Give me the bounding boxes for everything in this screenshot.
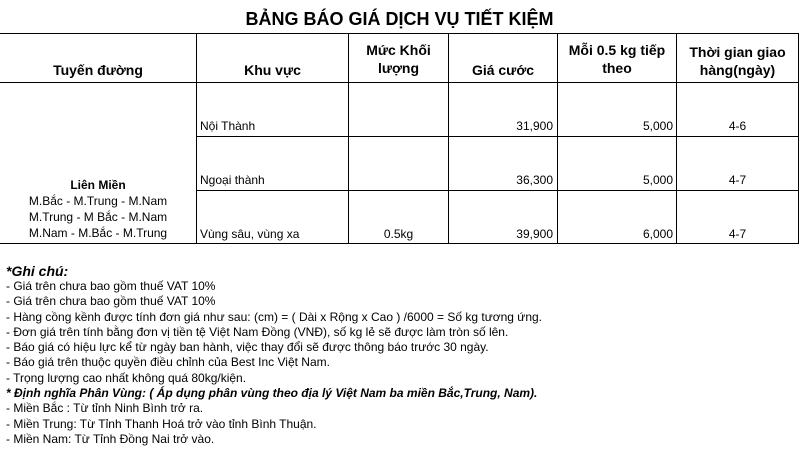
header-route: Tuyến đường [53, 62, 143, 78]
sheet-title: BẢNG BÁO GIÁ DỊCH VỤ TIẾT KIỆM [245, 9, 554, 29]
time-cell: 4-7 [728, 227, 747, 241]
area-cell: Nội Thành [200, 119, 256, 133]
area-cell: Ngoại thành [200, 173, 265, 187]
grid-gap [0, 136, 196, 137]
note-item: - Trọng lượng cao nhất không quá 80kg/kiện. [6, 370, 247, 385]
region-item: - Miền Nam: Từ Tỉnh Đồng Nai trở vào. [6, 431, 215, 446]
note-item: - Báo giá trên thuộc quyền điều chỉnh của Best Inc Việt Nam. [6, 355, 330, 370]
note-item: - Giá trên chưa bao gồm thuế VAT 10% [6, 294, 216, 309]
weight-value: 0.5kg [383, 227, 414, 241]
grid-line [0, 82, 799, 83]
header-extra: Mỗi 0.5 kg tiếp theo [568, 42, 666, 76]
extra-cell: 5,000 [642, 173, 673, 187]
region-heading: * Định nghĩa Phân Vùng: ( Áp dụng phân vùng theo địa lý Việt Nam ba miền Bắc,Trung, Nam). [6, 386, 538, 401]
route-name: Liên Miền [70, 178, 126, 192]
area-cell: Vùng sâu, vùng xa [200, 227, 300, 241]
price-cell: 39,900 [516, 227, 553, 241]
note-item: - Báo giá có hiệu lực kể từ ngày ban hành, việc thay đổi sẽ được thông báo trước 30 ngày. [6, 340, 489, 355]
notes-heading: *Ghi chú: [6, 263, 69, 279]
header-price: Giá cước [471, 62, 535, 78]
extra-cell: 6,000 [642, 227, 673, 241]
grid-line [0, 243, 799, 244]
extra-cell: 5,000 [642, 119, 673, 133]
price-cell: 36,300 [516, 173, 553, 187]
header-weight: Mức Khối lượng [366, 42, 431, 76]
route-line: M.Nam - M.Bắc - M.Trung [28, 226, 168, 240]
route-line: M.Trung - M Bắc - M.Nam [28, 210, 168, 224]
notes-section [6, 263, 796, 447]
grid-line [196, 190, 799, 191]
grid-line [196, 136, 799, 137]
note-item: - Hàng cồng kềnh được tính đơn giá như sau: (cm) = ( Dài x Rộng x Cao ) /6000 = Số kg tương ứng. [6, 309, 543, 324]
note-item: - Đơn giá trên tính bằng đơn vị tiền tệ Việt Nam Đồng (VNĐ), số kg lẻ sẽ được làm tròn số lên. [6, 324, 509, 339]
price-cell: 31,900 [516, 119, 553, 133]
time-cell: 4-7 [728, 173, 747, 187]
header-time: Thời gian giao hàng(ngày) [689, 44, 786, 78]
header-area: Khu vực [244, 62, 301, 78]
route-line: M.Bắc - M.Trung - M.Nam [28, 194, 168, 208]
note-item: - Giá trên chưa bao gồm thuế VAT 10% [6, 279, 216, 293]
time-cell: 4-6 [728, 119, 747, 133]
region-item: - Miền Trung: Từ Tỉnh Thanh Hoá trở vào tỉnh Bình Thuận. [6, 416, 317, 431]
region-item: - Miền Bắc : Từ tỉnh Ninh Bình trở ra. [6, 401, 204, 416]
